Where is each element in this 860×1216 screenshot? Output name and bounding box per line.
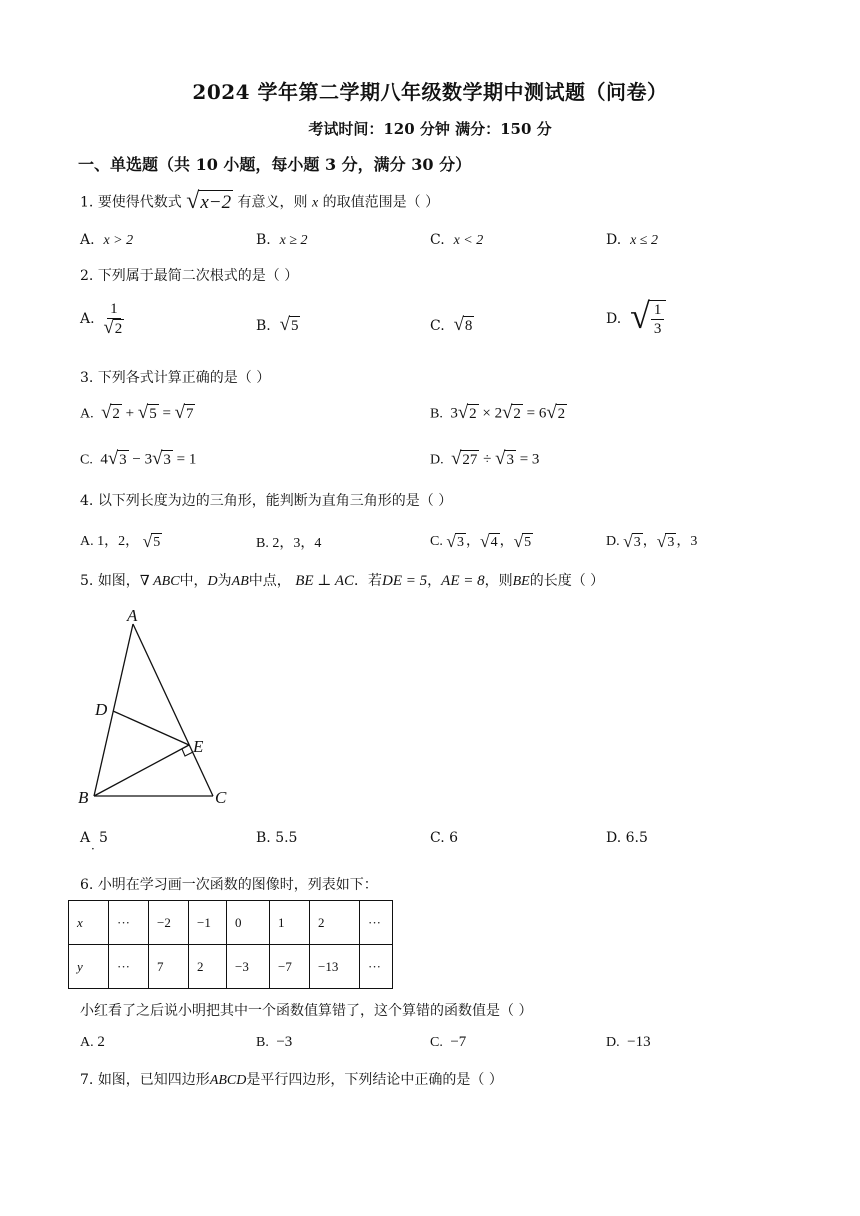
question-text: 以下列长度为边的三角形，能判断为直角三角形的是（ ）: [97, 493, 453, 509]
question-text: 的取值范围是（ ）: [322, 194, 440, 211]
question-number: 7.: [80, 1072, 94, 1088]
option-b[interactable]: B. 3 √ 2 × 2 √ 2 = 6 √ 2: [430, 402, 566, 423]
option-c[interactable]: C. √ 3 ， √ 4 ， √ 5: [430, 530, 532, 551]
option-a[interactable]: A. 1，2， √ 5: [80, 530, 161, 551]
variable: x: [311, 195, 319, 211]
option-d[interactable]: D. √ 27 ÷ √ 3 = 3: [430, 448, 540, 469]
table-row: [69, 901, 393, 945]
option-a[interactable]: A. √ 2 + √ 5 = √ 7: [80, 402, 194, 423]
question-text: 要使得代数式: [97, 194, 182, 211]
table-cell: x: [69, 901, 109, 945]
table-cell: 1: [270, 901, 310, 945]
table-cell: −7: [270, 945, 310, 989]
segment-be: [94, 745, 189, 796]
page-title: 2024 学年第二学期八年级数学期中测试题（问卷）: [192, 80, 668, 104]
table-cell: −13: [310, 945, 360, 989]
label-e: E: [193, 737, 204, 756]
question-text: 如图，已知四边形: [97, 1072, 210, 1088]
table-cell: y: [69, 945, 109, 989]
side-ac: [133, 624, 213, 796]
table-cell: 2: [310, 901, 360, 945]
segment-de: [113, 711, 189, 745]
question-number: 5.: [80, 573, 94, 589]
label-b: B: [78, 788, 89, 807]
table-cell: 2: [189, 945, 227, 989]
option-b[interactable]: B. 2，3，4: [256, 536, 322, 551]
option-d[interactable]: D. √ $\frac{1}{3}$: [606, 300, 666, 338]
option-c[interactable]: C. 6: [430, 830, 459, 846]
question-number: 1.: [80, 194, 94, 211]
question-5: 5. 如图，∇ ABC中，D为AB中点， BE ⊥ AC．若DE = 5，AE = 8，则BE的长度（ ）: [80, 573, 605, 589]
section-title: 一、单选题（共 10 小题，每小题 3 分，满分 30 分）: [78, 155, 472, 174]
option-b[interactable]: B. √ 5: [256, 314, 299, 335]
question-4: [80, 490, 452, 510]
option-a[interactable]: A. 2: [80, 1034, 105, 1050]
table-cell: −2: [149, 901, 189, 945]
option-b[interactable]: B. x ≥ 2: [256, 232, 308, 248]
table-cell: 7: [149, 945, 189, 989]
question-number: 2.: [80, 268, 94, 284]
table-row: [69, 945, 393, 989]
question-3: [80, 367, 270, 387]
option-d[interactable]: D. 6.5: [606, 830, 648, 846]
option-c[interactable]: C. 4 √ 3 − 3 √ 3 = 1: [80, 448, 197, 469]
question-text: 下列属于最简二次根式的是（ ）: [97, 268, 299, 284]
table-cell: 0: [227, 901, 270, 945]
question-2: [80, 265, 298, 285]
sqrt-expression: √ x−2: [186, 188, 232, 214]
variable: ABCD: [209, 1073, 247, 1088]
question-7: [80, 1069, 503, 1089]
question-6-followup: 小红看了之后说小明把其中一个函数值算错了，这个算错的函数值是（ ）: [80, 1003, 533, 1019]
table-cell: −1: [189, 901, 227, 945]
option-d[interactable]: D. √ 3 ， √ 3 ，3: [606, 530, 698, 551]
option-c[interactable]: C. −7: [430, 1034, 467, 1050]
triangle-figure: [72, 600, 242, 810]
table-cell: ···: [360, 945, 393, 989]
label-d: D: [95, 700, 108, 719]
option-a[interactable]: A. x > 2: [80, 232, 134, 248]
exam-info: 考试时间：120 分钟 满分：150 分: [308, 120, 552, 138]
dot-mark: ·: [91, 842, 95, 856]
table-cell: ···: [360, 901, 393, 945]
question-text: 小明在学习画一次函数的图像时，列表如下：: [97, 877, 378, 893]
question-1: [80, 190, 439, 215]
label-c: C: [215, 788, 227, 807]
question-text: 下列各式计算正确的是（ ）: [97, 370, 271, 386]
question-text: 有意义，则: [237, 194, 308, 211]
option-c[interactable]: C. x < 2: [430, 232, 484, 248]
question-number: 3.: [80, 370, 94, 386]
option-c[interactable]: C. √ 8: [430, 314, 473, 335]
table-cell: −3: [227, 945, 270, 989]
option-d[interactable]: D. −13: [606, 1034, 651, 1050]
value-table: [68, 900, 393, 989]
question-number: 4.: [80, 493, 94, 509]
option-a[interactable]: A. 1 √ 2: [80, 301, 123, 338]
question-text: 是平行四边形，下列结论中正确的是（ ）: [246, 1072, 503, 1088]
label-a: A: [127, 606, 138, 625]
table-cell: ···: [109, 901, 149, 945]
option-b[interactable]: B. 5.5: [256, 830, 298, 846]
option-a[interactable]: A 5: [80, 830, 108, 846]
option-d[interactable]: D. x ≤ 2: [606, 232, 658, 248]
question-number: 6.: [80, 877, 94, 893]
question-6: [80, 874, 378, 894]
option-b[interactable]: B. −3: [256, 1034, 293, 1050]
table-cell: ···: [109, 945, 149, 989]
